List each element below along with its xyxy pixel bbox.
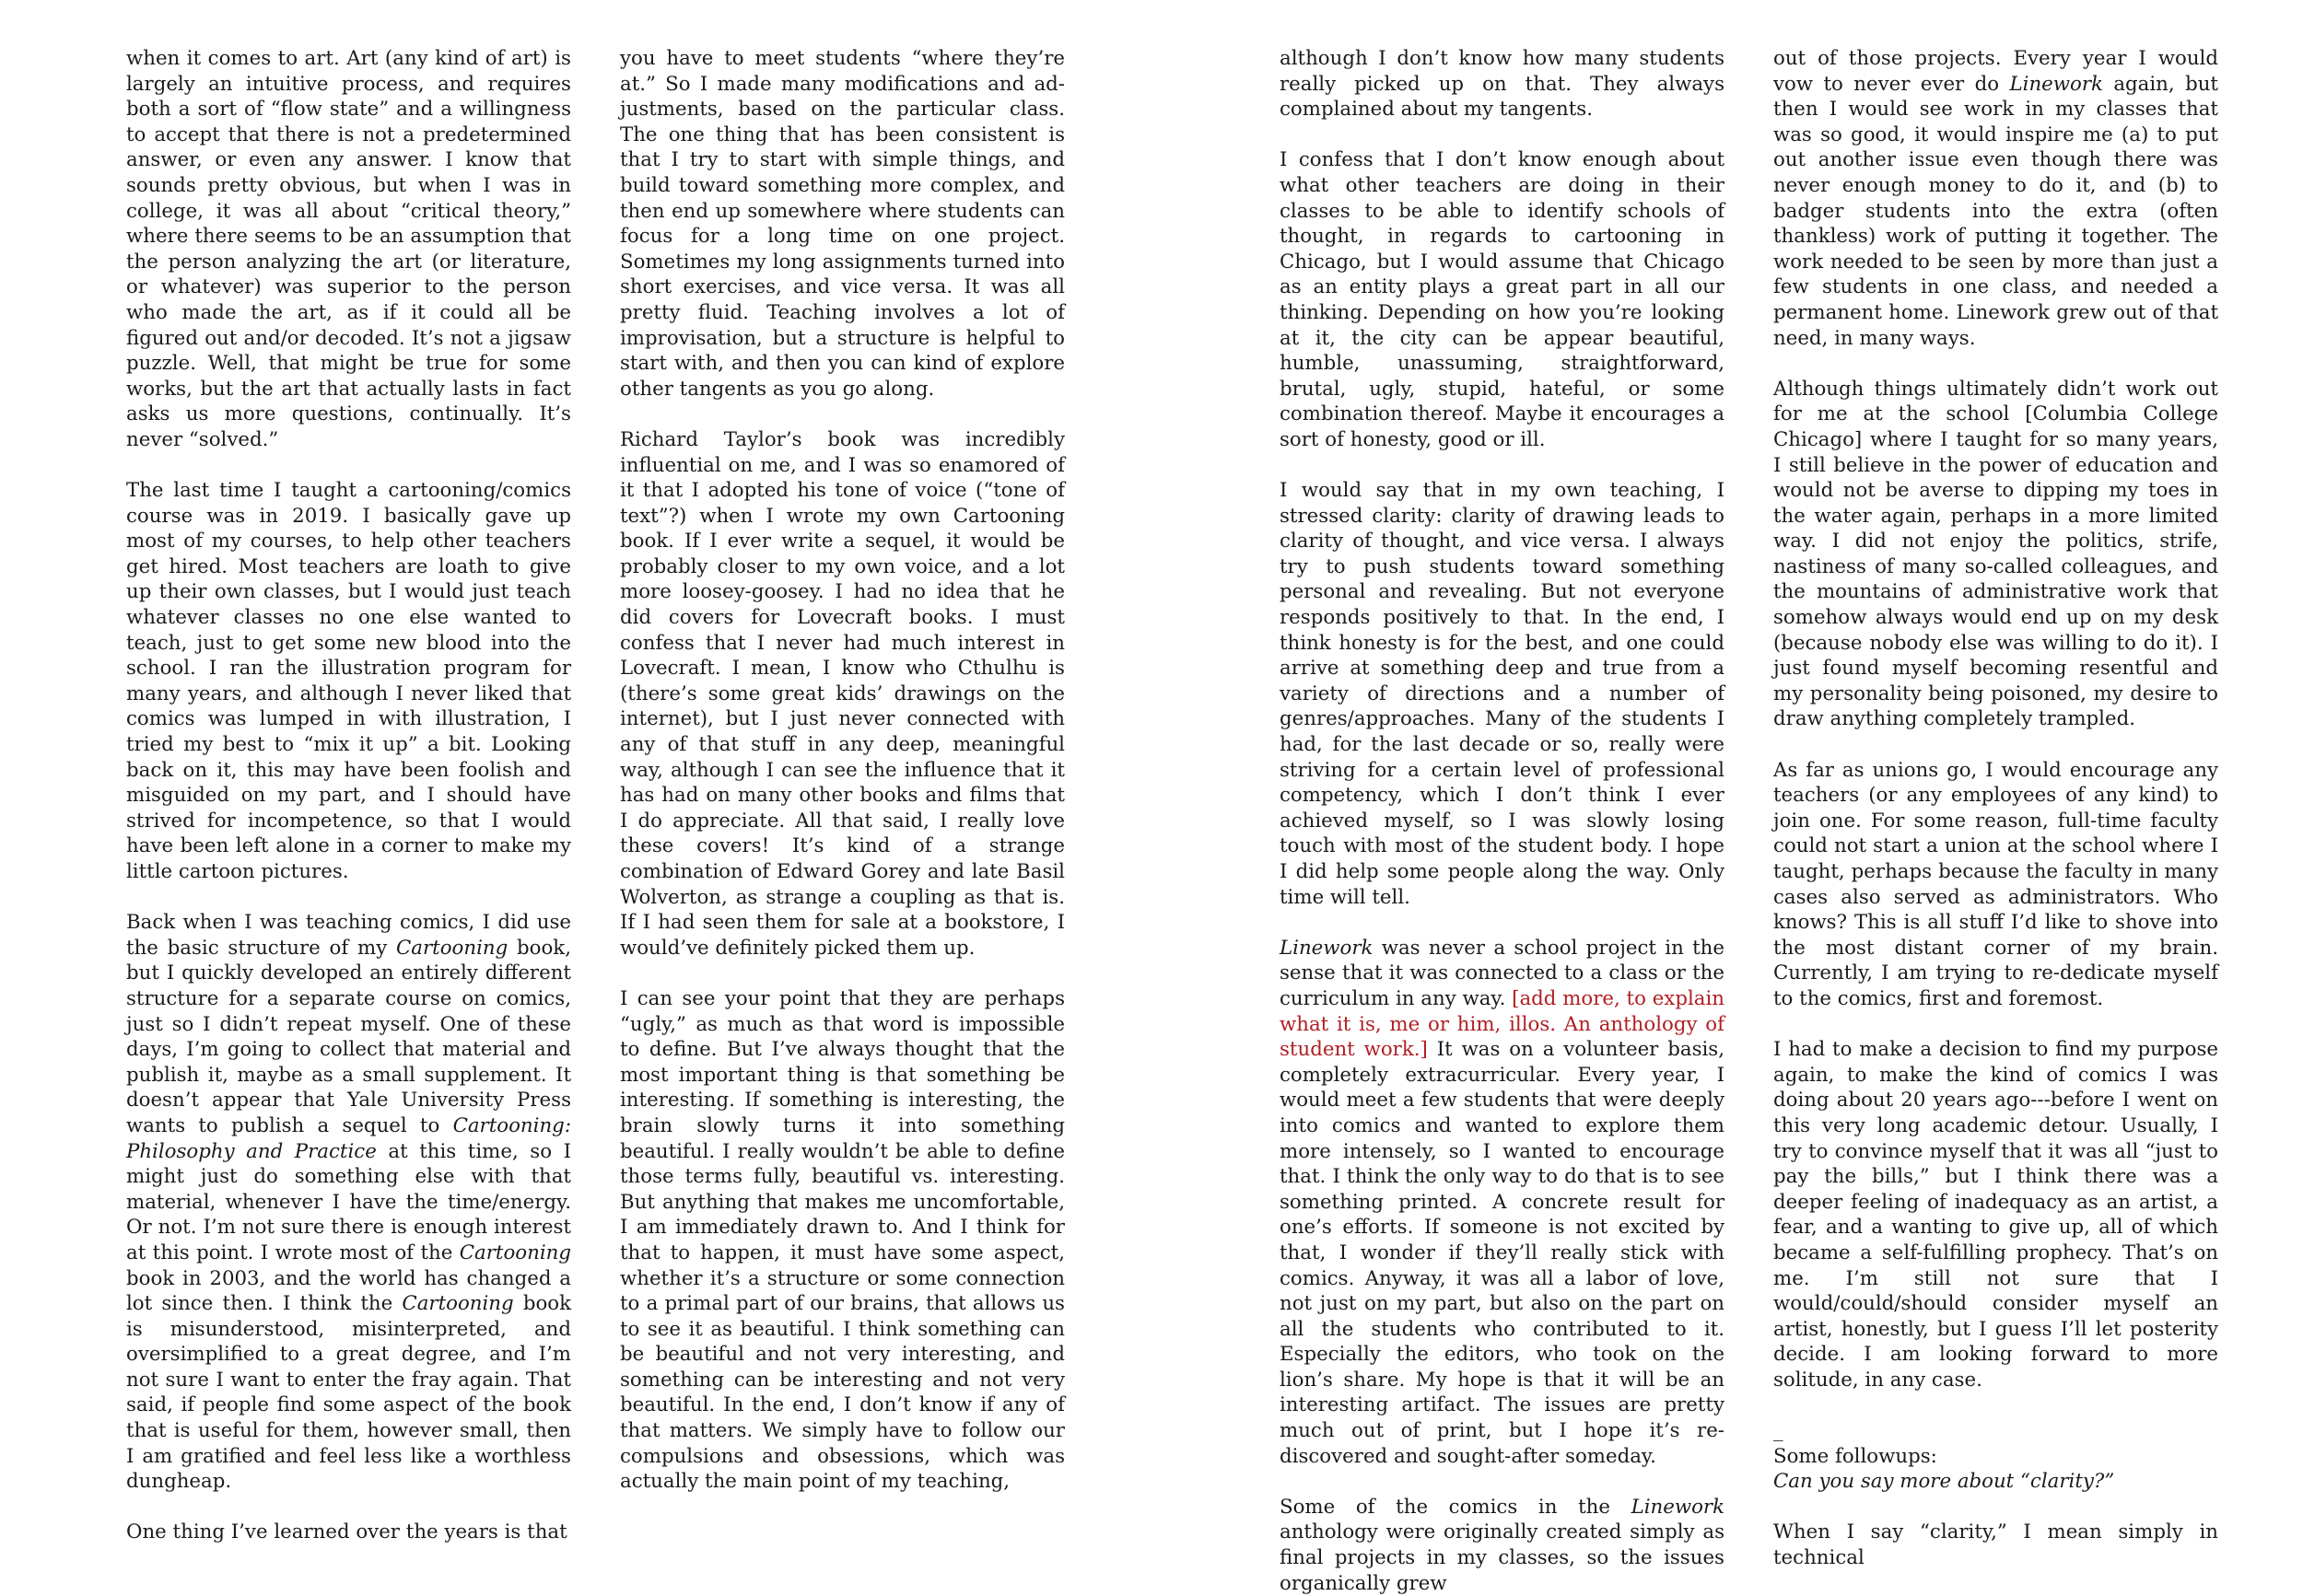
paragraph [126,910,571,1495]
paragraph [1773,46,2218,351]
paragraph: I had to make a decision to find my purpose again, to make the kind of comics I was doing about 20 years ago---before I went on this very long academic detour. Usually, I try to convince myself that it was all “just to pay the bills,” but I think there was a deeper feeling of inadequacy as an artist, a fear, and a wanting to give up, all of which became a self-fulfilling prophecy. That’s on me. I’m still not sure that I would/could/should consider myself an artist, honestly, but I guess I’ll let posterity decide. I am looking forward to more solitude, in any case. [1773,1038,2218,1392]
book-title: Cartooning [459,1241,571,1264]
right-page-column-1 [1280,46,1724,1596]
paragraph [1280,936,1724,1469]
text-run: at this time, so I might just do something else with that material, whenever I have the time/energy. Or not. I’m not sure there is enough interest at this point. I wrote most of the [126,1139,571,1264]
paragraph: Richard Taylor’s book was incredibly influential on me, and I was so enamored of it that I adopted his tone of voice (“tone of text”?) when I wrote my own Cartooning book. If I ever write a sequel, it would be probably closer to my own voice, and a lot more loosey-goosey. I had no idea that he did covers for Lovecraft books. I must confess that I never had much interest in Lovecraft. I mean, I know who Cthulhu is (there’s some great kids’ drawings on the internet), but I just never connected with any of that stuff in any deep, meaningful way, although I can see the influence that it has had on many other books and films that I do appreciate. All that said, I really love these covers! It’s kind of a strange combination of Edward Gorey and late Basil Wolverton, as strange a coupling as that is. If I had seen them for sale at a bookstore, I would’ve definitely picked them up. [620,427,1065,960]
text-run: anthology were originally created simply as final projects in my classes, so the issues organically grew [1280,1520,1724,1595]
text-run: out of those projects. Every year I would vow to never ever do [1773,47,2218,96]
book-title: Cartooning [396,936,509,960]
right-page [1152,0,2303,1595]
book-title: Cartooning [402,1292,514,1316]
text-run: Back when I was teaching comics, I did use the basic structure of my [126,911,571,960]
section-separator: _ [1773,1419,1783,1443]
paragraph [1280,1495,1724,1596]
text-run: It was on a volunteer basis, completely extracurricular. Every year, I would meet a few students that were deeply into comics and wanted to explore them more intensely, so I wanted to encourage that. I think the only way to do that is to see something printed. A concrete result for one’s efforts. If someone is not excited by that, I wonder if they’ll really stick with comics. Anyway, it was all a labor of love, not just on my part, but also on the part on all the students who contributed to it. Especially the editors, who took on the lion’s share. My hope is that it will be an interesting artifact. The issues are pretty much out of print, but I hope it’s re-discovered and sought-after someday. [1280,1038,1725,1468]
paragraph: when it comes to art. Art (any kind of art) is largely an intuitive process, and requires both a sort of “flow state” and a willingness to accept that there is not a predetermined answer, or even any answer. I know that sounds pretty obvious, but when I was in college, it was all about “critical theory,” where there seems to be an assumption that the person analyzing the art (or literature, or whatever) was superior to the person who made the art, as if it could all be figured out and/or decoded. It’s not a jigsaw puzzle. Well, that might be true for some works, but the art that actually lasts in fact asks us more questions, continually. It’s never “solved.” [126,47,571,451]
paragraph: I can see your point that they are perhaps “ugly,” as much as that word is impossible to define. But I’ve always thought that the most important thing is that something be interesting. If something is interesting, the brain slowly turns it into something beautiful. I really wouldn’t be able to define those terms fully, beautiful vs. interesting. But anything that makes me uncomfortable, I am immediately drawn to. And I think for that to happen, it must have some aspect, whether it’s a structure or some connection to a primal part of our brains, that allows us to see it as beautiful. I think something can be beautiful and not very interesting, and something can be interesting and not very beautiful. In the end, I don’t know if any of that matters. We simply have to follow our compulsions and obsessions, which was actually the main point of my teaching, [620,986,1065,1494]
text-run: book in 2003, and the world has changed a lot since then. I think the [126,1266,571,1316]
paragraph: The last time I taught a cartooning/comics course was in 2019. I basically gave up most of my courses, to help other teachers get hired. Most teachers are loath to give up their own classes, but I would just teach whatever classes no one else wanted to teach, just to get some new blood into the school. I ran the illustration program for many years, and although I never liked that comics was lumped in with illustration, I tried my best to “mix it up” a bit. Looking back on it, this may have been foolish and misguided on my part, and I should have strived for incompetence, so that I would have been left alone in a corner to make my little cartoon pictures. [126,479,571,883]
text-run: book is misunderstood, misinterpreted, and oversimplified to a great degree, and I’m not sure I want to enter the fray again. That said, if people find some aspect of the book that is useful for them, however small, then I am gratified and feel less like a worthless dungheap. [126,1292,571,1494]
paragraph: As far as unions go, I would encourage any teachers (or any employees of any kind) to join one. For some reason, full-time faculty could not start a union at the school where I taught, perhaps because the faculty in many cases also served as administrators. Who knows? This is all stuff I’d like to shove into the most distant corner of my brain. Currently, I am trying to re-dedicate myself to the comics, first and foremost. [1773,758,2218,1010]
text-run: again, but then I would see work in my classes that was so good, it would inspire me (a) to put out another issue even though there was never enough money to do it, and (b) to badger students into the extra (often thankless) work of putting it together. The work needed to be seen by more than just a few students in one class, and needed a permanent home. Linework grew out of that need, in many ways. [1773,72,2218,350]
book-title: Cartooning: Philosophy and Practice [126,1113,571,1163]
interview-question [1773,1469,2218,1495]
text-run: Some of the comics in the [1280,1495,1631,1519]
book-title: Linework [1631,1495,1724,1519]
left-page-column-1 [126,46,571,1545]
right-page-column-2 [1773,46,2218,1571]
left-page-column-2 [620,46,1065,1495]
book-title: Linework [1280,936,1374,960]
followups-label: Some followups: [1773,1444,1937,1468]
text-run: was never a school project in the sense that it was connected to a class or the curriculum in any way. [1280,936,1724,1010]
left-page [0,0,1152,1544]
paragraph: although I don’t know how many students really picked up on that. They always complained about my tangents. [1280,47,1724,122]
paragraph: I confess that I don’t know enough about what other teachers are doing in their classes to be able to identify schools of thought, in regards to cartooning in Chicago, but I would assume that Chicago as an entity plays a great part in all our thinking. Depending on how you’re looking at it, the city can be appear beautiful, humble, unassuming, straightforward, brutal, ugly, stupid, hateful, or some combination thereof. Maybe it encourages a sort of honesty, good or ill. [1280,148,1724,451]
paragraph: I would say that in my own teaching, I stressed clarity: clarity of drawing leads to clarity of thought, and vice versa. I always try to push students toward something personal and revealing. But not everyone responds positively to that. In the end, I think honesty is for the best, and one could arrive at something deep and true from a variety of directions and a number of genres/approaches. Many of the students I had, for the last decade or so, really were striving for a certain level of professional competency, which I don’t think I ever achieved myself, so I was slowly losing touch with most of the student body. I hope I did help some people along the way. Only time will tell. [1280,479,1724,909]
text-run: book, but I quickly developed an entirely different structure for a separate course on comics, just so I didn’t repeat myself. One of these days, I’m going to collect that material and publish it, maybe as a small supplement. It doesn’t appear that Yale University Press wants to publish a sequel to [126,936,571,1137]
paragraph: One thing I’ve learned over the years is that [126,1520,567,1544]
question-text: Can you say more about “clarity?” [1773,1470,2115,1494]
paragraph: you have to meet students “where they’re at.” So I made many modifications and adjustments, based on the particular class. The one thing that has been consistent is that I try to start with simple things, and build toward something more complex, and then end up somewhere where students can focus for a long time on one project. Sometimes my long assignments turned into short exercises, and vice versa. It was all pretty fluid. Teaching involves a lot of improvisation, but a structure is helpful to start with, and then you can kind of explore other tangents as you go along. [620,47,1065,401]
editorial-note: [add more, to explain what it is, me or him, illos. An anthology of student work.] [1280,986,1724,1062]
paragraph: When I say “clarity,” I mean simply in technical [1773,1520,2218,1570]
book-title: Linework [2009,72,2103,96]
paragraph: Although things ultimately didn’t work out for me at the school [Columbia College Chicago] where I taught for so many years, I still believe in the power of education and would not be averse to dipping my toes in the water again, perhaps in a more limited way. I did not enjoy the politics, strife, nastiness of many so-called colleagues, and the mountains of administrative work that somehow always would end up on my desk (because nobody else was willing to do it). I just found myself becoming resentful and my personality being poisoned, my desire to draw anything completely trampled. [1773,377,2218,731]
